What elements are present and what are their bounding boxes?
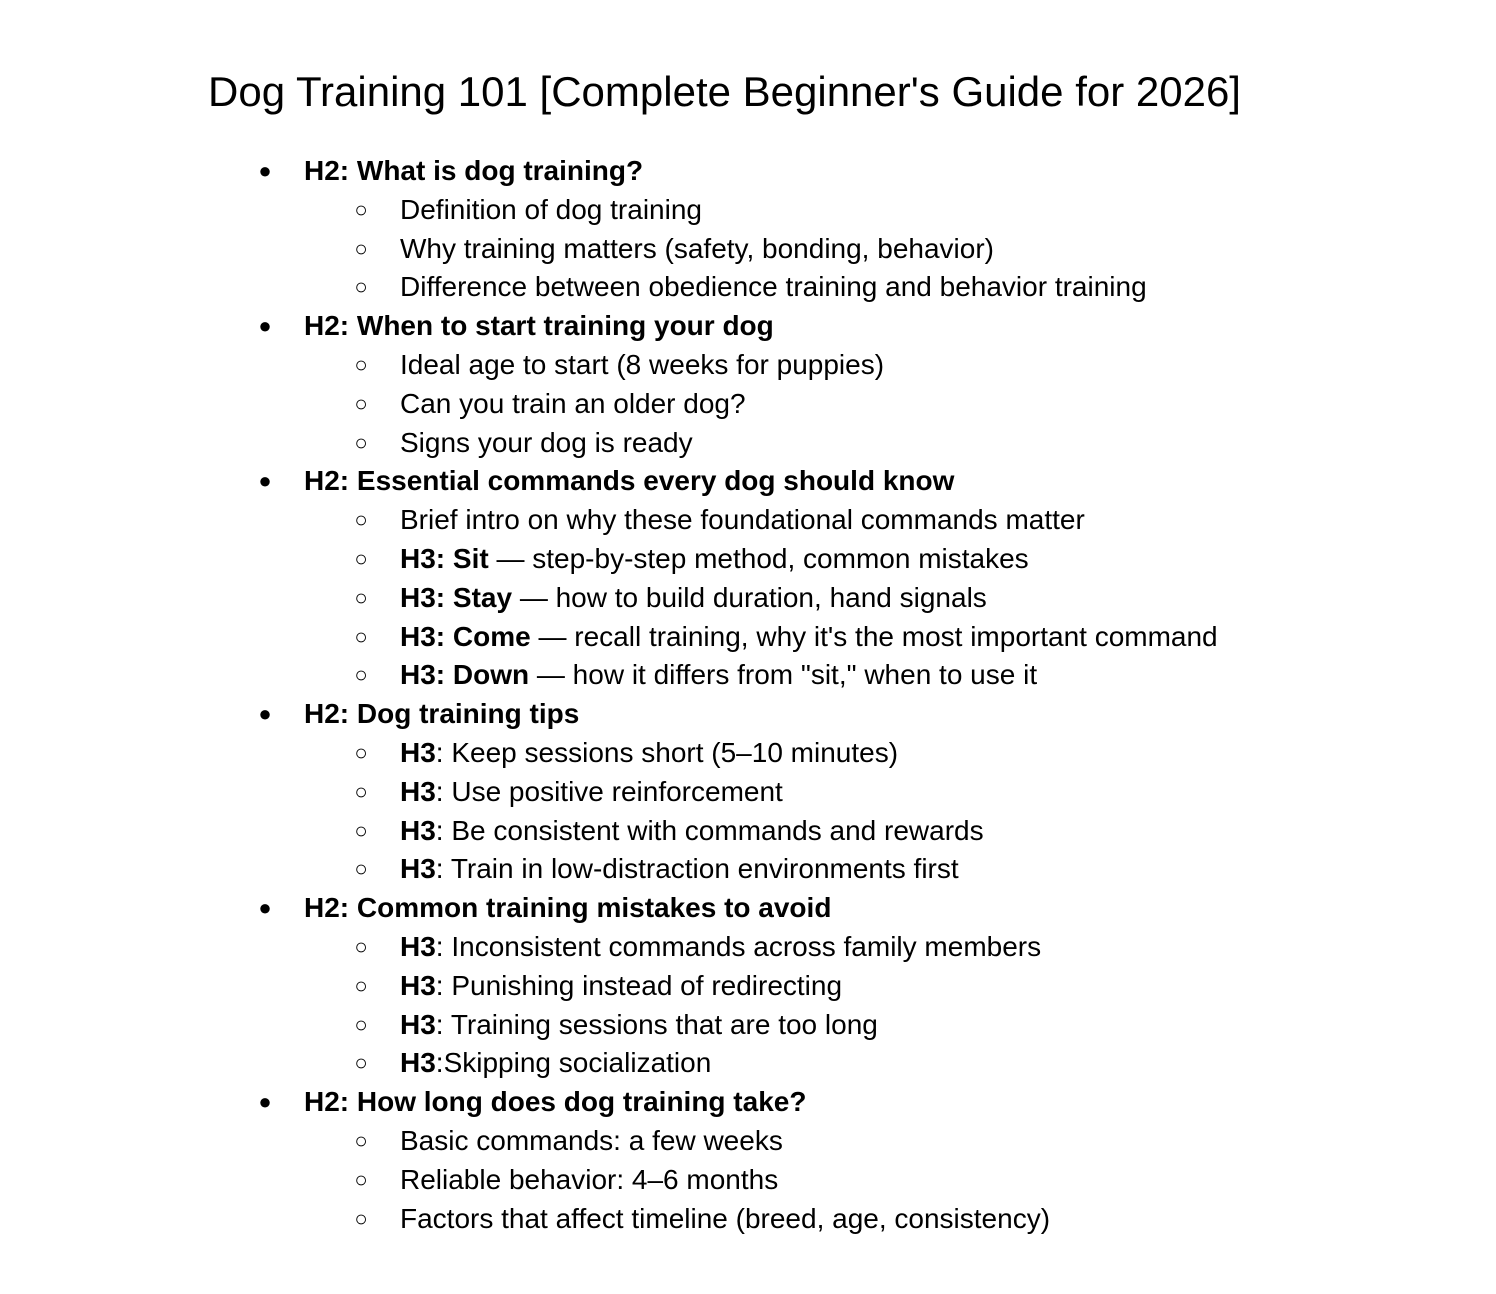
sub-item-text (400, 1044, 711, 1083)
sub-item-body: — recall training, why it's the most important command (530, 620, 1218, 652)
sub-item-text (400, 385, 746, 424)
sub-item-text (400, 1006, 878, 1045)
sub-item-body: :Skipping socialization (435, 1047, 712, 1079)
sub-item-text (400, 618, 1218, 657)
hollow-bullet-icon: ○ (354, 1166, 368, 1192)
h3-label: H3 (400, 1047, 436, 1079)
sub-item-text (400, 230, 994, 269)
h3-label: H3 (400, 853, 436, 885)
sub-item-body: : Train in low-distraction environments first (435, 853, 959, 885)
h3-label: H3: Down (400, 659, 530, 691)
sub-item-body: — how to build duration, hand signals (512, 581, 987, 613)
sub-item-body: Factors that affect timeline (breed, age, consistency) (400, 1202, 1051, 1234)
h3-label: H3: Sit (400, 542, 489, 574)
h2-heading-text: H2: Dog training tips (304, 698, 580, 730)
h3-label: H3 (400, 736, 436, 768)
filled-bullet-icon: ● (258, 468, 272, 494)
sub-item-text (400, 1200, 1050, 1239)
h2-heading-text: H2: When to start training your dog (304, 310, 774, 342)
h3-label: H3 (400, 814, 436, 846)
hollow-bullet-icon: ○ (354, 817, 368, 843)
h2-heading-text: H2: Common training mistakes to avoid (304, 892, 832, 924)
h3-label: H3 (400, 775, 436, 807)
sub-item-body: Can you train an older dog? (400, 387, 746, 419)
hollow-bullet-icon: ○ (354, 1050, 368, 1076)
hollow-bullet-icon: ○ (354, 507, 368, 533)
hollow-bullet-icon: ○ (354, 274, 368, 300)
sub-item-text (400, 579, 987, 618)
sub-item-body: Why training matters (safety, bonding, behavior) (400, 232, 994, 264)
document-title: Dog Training 101 [Complete Beginner's Guide for 2026] (208, 68, 1241, 115)
sub-item-text (400, 1161, 778, 1200)
sub-item-body: Difference between obedience training and behavior training (400, 271, 1147, 303)
sub-item-text (400, 501, 1085, 540)
sub-item-body: Reliable behavior: 4–6 months (400, 1163, 779, 1195)
sub-item-body: Signs your dog is ready (400, 426, 693, 458)
sub-item-body: Brief intro on why these foundational commands matter (400, 504, 1085, 536)
sub-item-body: — step-by-step method, common mistakes (488, 542, 1029, 574)
hollow-bullet-icon: ○ (354, 1011, 368, 1037)
hollow-bullet-icon: ○ (354, 545, 368, 571)
h3-label: H3 (400, 1008, 436, 1040)
hollow-bullet-icon: ○ (354, 778, 368, 804)
sub-item-text (400, 268, 1147, 307)
sub-item-body: : Be consistent with commands and rewards (435, 814, 984, 846)
hollow-bullet-icon: ○ (354, 623, 368, 649)
hollow-bullet-icon: ○ (354, 933, 368, 959)
filled-bullet-icon: ● (258, 895, 272, 921)
hollow-bullet-icon: ○ (354, 429, 368, 455)
h3-label: H3: Stay (400, 581, 513, 613)
sub-item-text (400, 967, 842, 1006)
hollow-bullet-icon: ○ (354, 662, 368, 688)
filled-bullet-icon: ● (258, 158, 272, 183)
hollow-bullet-icon: ○ (354, 856, 368, 882)
sub-item-text (400, 540, 1029, 579)
sub-item-text (400, 346, 884, 385)
sub-item-text (400, 850, 959, 889)
sub-item-body: : Punishing instead of redirecting (435, 969, 843, 1001)
hollow-bullet-icon: ○ (354, 351, 368, 377)
h3-label: H3: Come (400, 620, 531, 652)
h2-heading-text: H2: Essential commands every dog should know (304, 465, 955, 497)
hollow-bullet-icon: ○ (354, 390, 368, 416)
hollow-bullet-icon: ○ (354, 196, 368, 222)
sub-item-body: Ideal age to start (8 weeks for puppies) (400, 348, 885, 380)
hollow-bullet-icon: ○ (354, 1205, 368, 1231)
sub-item-text (400, 1122, 783, 1161)
h2-heading-text: H2: What is dog training? (304, 155, 644, 186)
sub-item-body: Basic commands: a few weeks (400, 1124, 783, 1156)
sub-item-body: : Inconsistent commands across family members (435, 930, 1042, 962)
hollow-bullet-icon: ○ (354, 972, 368, 998)
sub-item-body: : Keep sessions short (5–10 minutes) (435, 736, 899, 768)
hollow-bullet-icon: ○ (354, 1127, 368, 1153)
filled-bullet-icon: ● (258, 1089, 272, 1115)
filled-bullet-icon: ● (258, 313, 272, 339)
filled-bullet-icon: ● (258, 701, 272, 727)
sub-item-text (400, 812, 984, 851)
sub-item-text (400, 191, 702, 230)
h3-label: H3 (400, 969, 436, 1001)
sub-item-text (400, 734, 898, 773)
sub-item-body: : Training sessions that are too long (435, 1008, 878, 1040)
sub-item-text (400, 656, 1037, 695)
sub-item-text (400, 773, 783, 812)
sub-item-body: : Use positive reinforcement (435, 775, 783, 807)
hollow-bullet-icon: ○ (354, 235, 368, 261)
hollow-bullet-icon: ○ (354, 584, 368, 610)
h2-heading-text: H2: How long does dog training take? (304, 1086, 807, 1118)
sub-item-text (400, 424, 693, 463)
sub-item-body: Definition of dog training (400, 193, 702, 225)
sub-item-body: — how it differs from "sit," when to use it (529, 659, 1038, 691)
sub-item-text (400, 928, 1041, 967)
hollow-bullet-icon: ○ (354, 739, 368, 765)
h3-label: H3 (400, 930, 436, 962)
